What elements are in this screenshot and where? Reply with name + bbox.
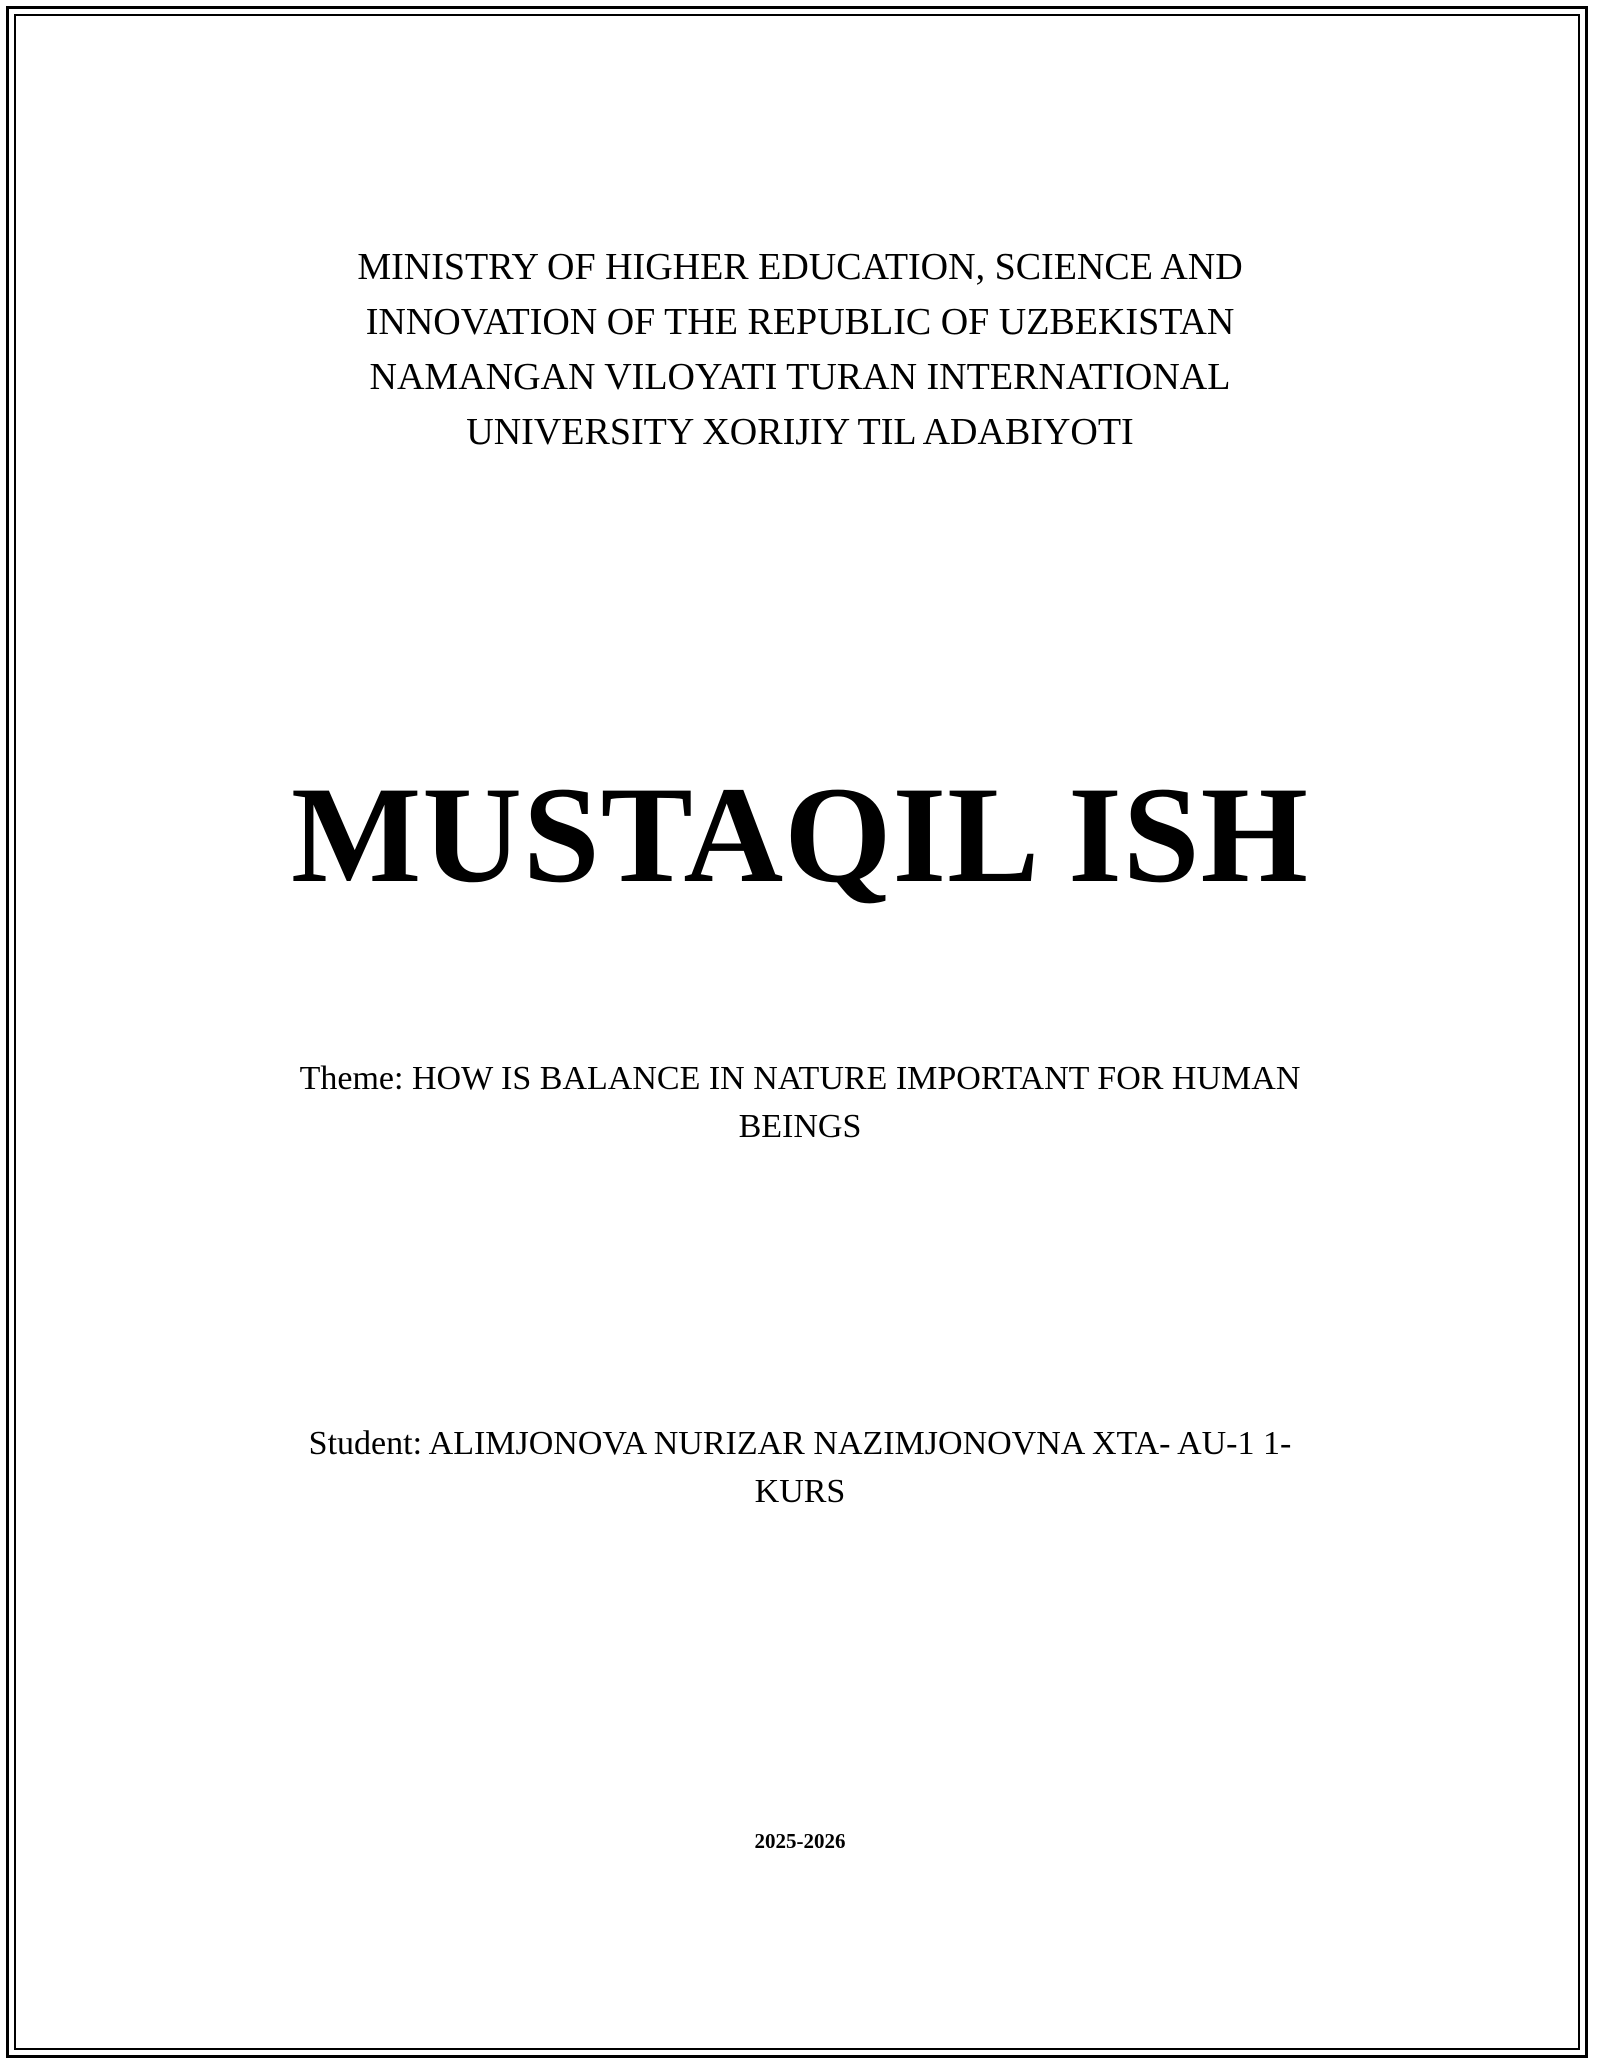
student-info <box>0 1420 1600 1516</box>
theme-line-2: BEINGS <box>738 1108 862 1145</box>
institution-header <box>0 240 1600 460</box>
student-line-2: KURS <box>754 1473 846 1510</box>
document-title: MUSTAQIL ISH <box>291 758 1309 911</box>
institution-header-line-2: INNOVATION OF THE REPUBLIC OF UZBEKISTAN <box>365 301 1235 343</box>
institution-header-line-3: NAMANGAN VILOYATI TURAN INTERNATIONAL <box>369 356 1231 398</box>
institution-header-line-1: MINISTRY OF HIGHER EDUCATION, SCIENCE AND <box>357 246 1243 288</box>
theme-text <box>0 1055 1600 1151</box>
institution-header-line-4: UNIVERSITY XORIJIY TIL ADABIYOTI <box>466 411 1134 453</box>
theme-line-1: Theme: HOW IS BALANCE IN NATURE IMPORTANT FOR HUMAN <box>299 1060 1301 1097</box>
student-line-1: Student: ALIMJONOVA NURIZAR NAZIMJONOVNA XTA- AU-1 1- <box>308 1425 1292 1462</box>
academic-year: 2025-2026 <box>754 1829 846 1853</box>
